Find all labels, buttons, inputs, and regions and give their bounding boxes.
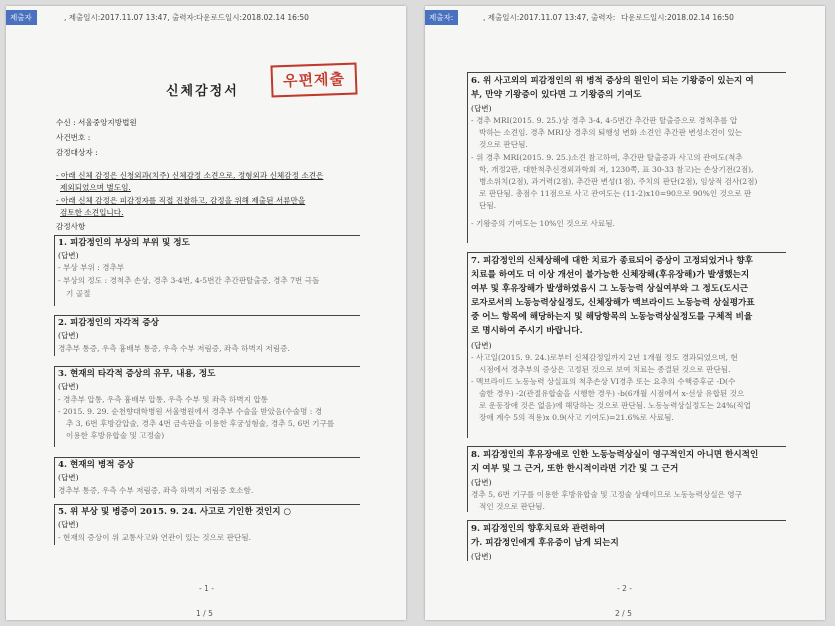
document-page-1	[6, 6, 406, 620]
answer-label: (답변)	[471, 478, 492, 487]
submitter-tag: 제출자:	[425, 10, 458, 25]
question-8: 8. 피감정인의 후유장애로 인한 노동능력상실이 영구적인지 아니면 한시적인	[471, 450, 759, 460]
answer-line: 박하는 소견임. 경추 MRI상 경추의 퇴행성 변화 소견인 추간판 변성소견이 있는	[479, 128, 743, 137]
question-2: 2. 피감정인의 자각적 증상	[58, 318, 159, 328]
subject-label: 감정대상자 :	[56, 148, 98, 157]
answer-line: 병소위치(2점), 과거력(2점), 추간판 변성(1점), 주치의 판단(2점), 임상적 검사(2점)	[479, 177, 758, 186]
answer-line: - 부상의 정도 : 경척추 손상, 경추 3-4번, 4-5번간 추간판탈출증, 경추 7번 극돌	[58, 276, 320, 285]
answer-line: - 2015. 9. 29. 순천향대학병원 서울병원에서 경추부 수술을 받았음(수술명 : 경	[58, 407, 323, 416]
answer-line: - 경추부 압통, 우측 흉배부 압통, 우측 수부 및 좌측 하벽지 압통	[58, 395, 268, 404]
page-index: 1 / 5	[196, 609, 213, 618]
section-heading: 감정사항	[56, 222, 86, 231]
answer-label: (답변)	[58, 251, 79, 260]
answer-line: 이용한 후방유합술 및 고정술)	[66, 431, 165, 440]
answer-label: (답변)	[58, 520, 79, 529]
answer-line: - 경추 MRI(2015. 9. 25.)상 경추 3-4, 4-5번간 추간판 탈출증으로 경척추를 압	[471, 116, 738, 125]
answer-line: - 기왕증의 기여도는 10%인 것으로 사료됨.	[471, 219, 615, 228]
answer-line: 적인 것으로 판단됨.	[479, 502, 545, 511]
answer-label: (답변)	[58, 473, 79, 482]
mail-stamp: 우편제출	[270, 63, 357, 98]
answer-line: - 사고일(2015. 9. 24.)로부터 신체감정일까지 2년 1개월 정도 경과되었으며, 현	[471, 353, 738, 362]
question-7: 중 어느 항목에 해당하는지 및 해당항목의 노동능력상실정도를 구체적 비율	[471, 312, 753, 322]
answer-line: - 맥브라이드 노동능력 상실표의 척추손상 VI경추 또는 요추의 수핵증후군 -D(수	[471, 377, 736, 386]
answer-line: 장애 계수 5의 적용)x 0.9(사고 기여도)=21.6%로 사료됨.	[479, 413, 674, 422]
submit-info: , 제출일시:2017.11.07 13:47, 출력자:	[483, 13, 616, 22]
case-number: 사건번호 :	[56, 133, 91, 142]
answer-line: 술한 경우) -2(관절유합술을 시행한 경우) -b(6개월 시점에서 x-선상 유합된 것으	[479, 389, 745, 398]
question-3: 3. 현재의 타각적 증상의 유무, 내용, 정도	[58, 369, 216, 379]
answer-label: (답변)	[471, 552, 492, 561]
answer-label: (답변)	[58, 382, 79, 391]
answer-line: 단됨.	[479, 201, 497, 210]
submitter-tag: 제출자	[6, 10, 37, 25]
answer-line: - 부상 부위 : 경추부	[58, 263, 125, 272]
note-line: 검토한 소견입니다.	[60, 208, 124, 217]
answer-line: - 현재의 증상이 위 교통사고와 연관이 있는 것으로 판단됨.	[58, 533, 252, 542]
note-line: - 아래 신체 감정은 피감정자를 직접 진찰하고, 감정을 위해 제출된 서류만을	[56, 196, 306, 205]
answer-line: 경추부 통증, 우측 수부 저림증, 좌측 하벽지 저림증 호소함.	[58, 486, 254, 495]
question-7: 로 명시하여 주시기 바랍니다.	[471, 326, 583, 336]
submit-info: , 제출일시:2017.11.07 13:47, 출력자:	[64, 13, 197, 22]
question-9: 9. 피감정인의 향후치료와 관련하여	[471, 524, 606, 534]
answer-line: 시점에서 경추부의 증상은 고정된 것으로 보여 치료는 종결된 것으로 판단됨.	[479, 365, 731, 374]
answer-line: 기 골절	[66, 289, 91, 298]
question-7: 여부 및 후유장해가 발생하였음시 그 노동능력 상실여부와 그 정도(도시근	[471, 284, 749, 294]
question-1: 1. 피감정인의 부상의 부위 및 정도	[58, 238, 190, 248]
recipient: 수신 : 서울중앙지방법원	[56, 118, 137, 127]
answer-label: (답변)	[471, 341, 492, 350]
answer-line: 경추부 통증, 우측 흉배부 통증, 우측 수부 저림증, 좌측 하벽지 저림증.	[58, 344, 290, 353]
download-info: 다운로드일시:2018.02.14 16:50	[621, 13, 734, 22]
answer-line: 경추 5, 6번 기구를 이용한 후방유합술 및 고정술 상태이므로 노동능력상실은 영구	[471, 490, 742, 499]
page-number: - 2 -	[617, 584, 632, 593]
page-header	[6, 10, 406, 26]
note-line: - 아래 신체 감정은 신청외과(치주) 신체감정 소견으로, 정형외과 신체감정 소견은	[56, 171, 324, 180]
answer-line: 로 판단됨. 총점수 11점으로 사고 관여도는 (11-2)x10=90으로 90%인 것으로 판	[479, 189, 752, 198]
question-7: 로자로서의 노동능력상실정도, 신체장해가 맥브라이드 노동능력 상실평가표	[471, 298, 755, 308]
question-6: 6. 위 사고외의 피감정인의 위 병적 증상의 원인이 되는 기왕증이 있는지 여	[471, 76, 754, 86]
answer-line: 것으로 판단됨.	[479, 140, 528, 149]
page-number: - 1 -	[199, 584, 214, 593]
answer-label: (답변)	[58, 331, 79, 340]
note-line: 제외되었으며 별도임.	[60, 183, 131, 192]
question-8: 지 여부 및 그 근거, 또한 한시적이라면 기간 및 그 근거	[471, 464, 679, 474]
question-5: 5. 위 부상 및 병증이 2015. 9. 24. 사고로 기인한 것인지 ○	[58, 507, 292, 517]
page-index: 2 / 5	[615, 609, 632, 618]
answer-line: 추 3, 6번 후방감압술, 경추 4번 금속판을 이용한 후궁성형술, 경추 5, 6번 기구를	[66, 419, 335, 428]
question-6: 부, 만약 기왕증이 있다면 그 기왕증의 기여도	[471, 90, 642, 100]
answer-line: 로 운동장애 것은 없음)에 해당하는 것으로 판단됨. 노동능력상실정도는 24%(직업	[479, 401, 751, 410]
answer-label: (답변)	[471, 104, 492, 113]
question-4: 4. 현재의 병적 증상	[58, 460, 135, 470]
document-page-2	[425, 6, 825, 620]
question-7: 7. 피감정인의 신체상해에 대한 치료가 종료되어 증상이 고정되었거나 향후	[471, 256, 753, 266]
answer-line: 학, 개정2판, 대한척추신경외과학회 저, 1230쪽, 표 30-33 참고)는 손상기전(2점),	[479, 165, 754, 174]
question-7: 치료를 하여도 더 이상 개선이 불가능한 신체장해(후유장해)가 발생했는지	[471, 270, 750, 280]
page-header	[425, 10, 825, 26]
download-info: 다운로드일시:2018.02.14 16:50	[196, 13, 309, 22]
page-title: 신체감정서	[166, 84, 239, 99]
answer-line: - 위 경추 MRI(2015. 9. 25.)소견 참고하여, 추간판 탈출증과 사고의 관여도(척추	[471, 153, 743, 162]
question-9: 가. 피감정인에게 후유증이 남게 되는지	[471, 538, 619, 548]
